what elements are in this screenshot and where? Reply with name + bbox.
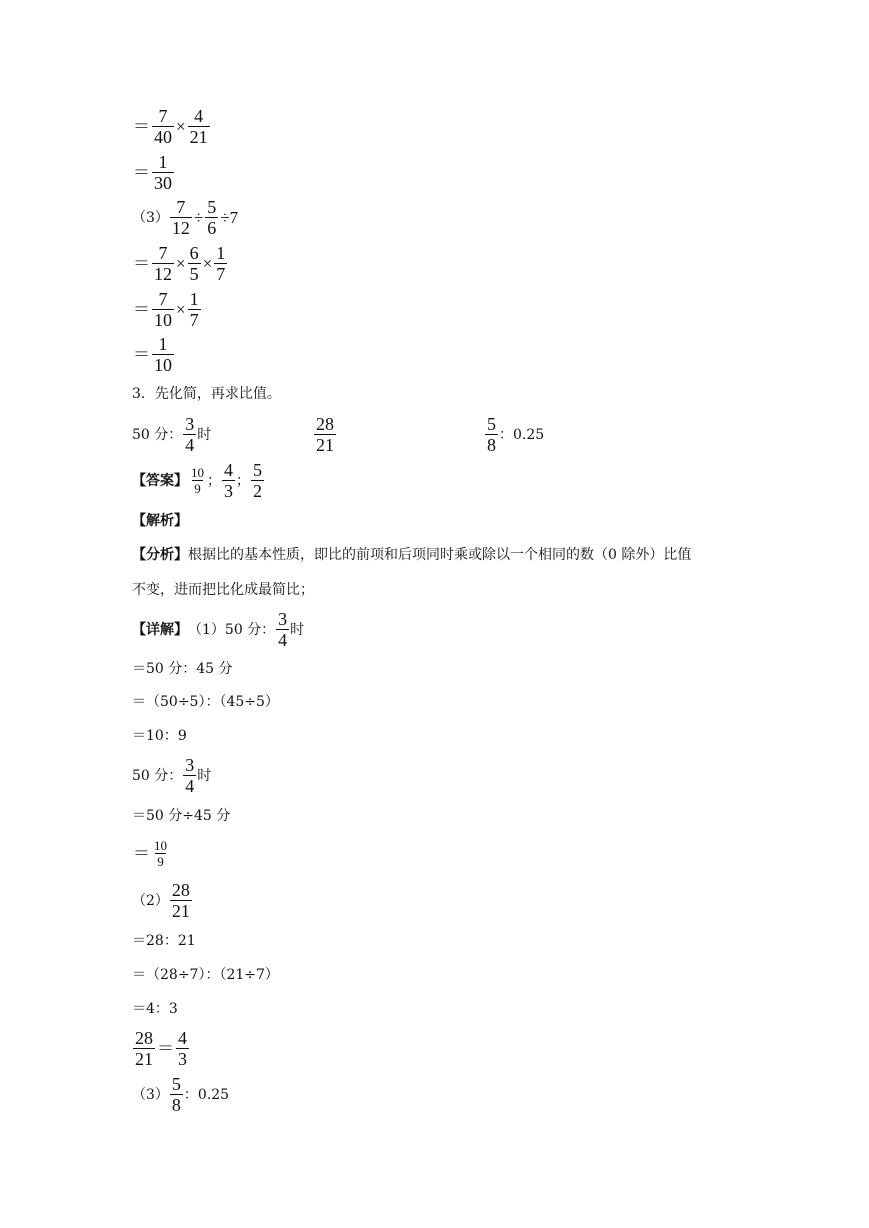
detail-step: ＝10：9 [132,728,187,744]
question-title: 3．先化简，再求比值。 [132,386,281,402]
answer-line: 【答案】 $\frac{10}{9}$ ； $\frac{4}{3}$ ； $\frac{5}{2}$ [132,460,262,501]
fraction: $\frac{7}{40}$ [154,106,172,147]
calc-step-line [132,243,228,284]
equals-sign: ＝ [133,162,150,182]
equals-sign: ＝ [133,344,150,364]
fraction: $\frac{28}{21}$ [316,414,334,455]
detail-step: ＝ $\frac{10}{9}$ [133,838,167,869]
detail-step: ＝（50÷5）：（45÷5） [132,694,279,710]
question-item-1: 50 分： $\frac{3}{4}$ 时 [132,414,212,455]
fenxi-line-2: 不变，进而把比化成最简比； [132,582,314,598]
fraction: $\frac{3}{4}$ [185,414,195,455]
detail-step: ＝50 分÷45 分 [132,808,231,824]
fraction: $\frac{1}{7}$ [216,243,226,284]
detail-part1: 【详解】 （1）50 分： $\frac{3}{4}$ 时 [132,609,305,650]
detail-part3: （3） $\frac{5}{8}$ ：0.25 [132,1074,230,1115]
detail-step: $\frac{28}{21}$ ＝ $\frac{4}{3}$ [135,1028,187,1069]
calc-result-line [132,334,175,375]
fraction: $\frac{6}{5}$ [189,243,199,284]
times-sign: × [176,253,186,273]
calc-result-line [132,152,175,193]
part-label: （3） [132,209,169,226]
divide-tail: ÷7 [220,207,239,227]
fraction: $\frac{5}{6}$ [207,197,217,238]
detail-step: ＝50 分：45 分 [132,661,233,677]
fraction: $\frac{5}{8}$ [171,1074,181,1115]
divide-sign: ÷ [193,207,204,227]
detail-step: 50 分： $\frac{3}{4}$ 时 [132,755,212,796]
calc-step-line [132,106,211,147]
fraction: $\frac{4}{3}$ [178,1028,187,1069]
detail-step: ＝4：3 [132,1001,178,1017]
fraction: $\frac{28}{21}$ [135,1028,153,1069]
equals-sign: ＝ [133,253,150,273]
part3-expression [132,197,239,238]
fenxi-line-1: 【分析】 根据比的基本性质，即比的前项和后项同时乘或除以一个相同的数（0 除外）比值 [132,547,692,563]
calc-step-line [132,289,202,330]
fraction: $\frac{10}{9}$ [191,465,204,496]
detail-step: ＝（28÷7）：（21÷7） [132,967,279,983]
question-item-3: $\frac{5}{8}$ ：0.25 [487,414,545,455]
fraction: $\frac{1}{30}$ [154,152,172,193]
fraction: $\frac{3}{4}$ [185,755,195,796]
times-sign: × [202,253,213,273]
analysis-label: 【解析】 [132,513,188,529]
fraction: $\frac{1}{7}$ [189,289,199,330]
fraction: $\frac{3}{4}$ [278,609,288,650]
fraction: $\frac{7}{12}$ [154,243,172,284]
times-sign: × [176,116,186,136]
fraction: $\frac{5}{2}$ [253,460,262,501]
detail-label: 【详解】 [132,621,188,638]
fraction: $\frac{7}{10}$ [154,289,172,330]
detail-step: ＝28：21 [132,933,196,949]
fraction: $\frac{4}{21}$ [189,106,208,147]
question-item-2 [313,414,337,455]
fraction: $\frac{4}{3}$ [224,460,233,501]
fraction: $\frac{10}{9}$ [154,838,167,869]
detail-part2: （2） $\frac{28}{21}$ [132,880,190,921]
equals-sign: ＝ [133,116,150,136]
fenxi-label: 【分析】 [132,547,188,563]
fraction: $\frac{7}{12}$ [171,197,190,238]
fraction: $\frac{28}{21}$ [171,880,190,921]
answer-label: 【答案】 [132,472,188,489]
fraction: $\frac{1}{10}$ [154,334,172,375]
equals-sign: ＝ [133,299,150,319]
fraction: $\frac{5}{8}$ [487,414,496,455]
times-sign: × [176,299,186,319]
